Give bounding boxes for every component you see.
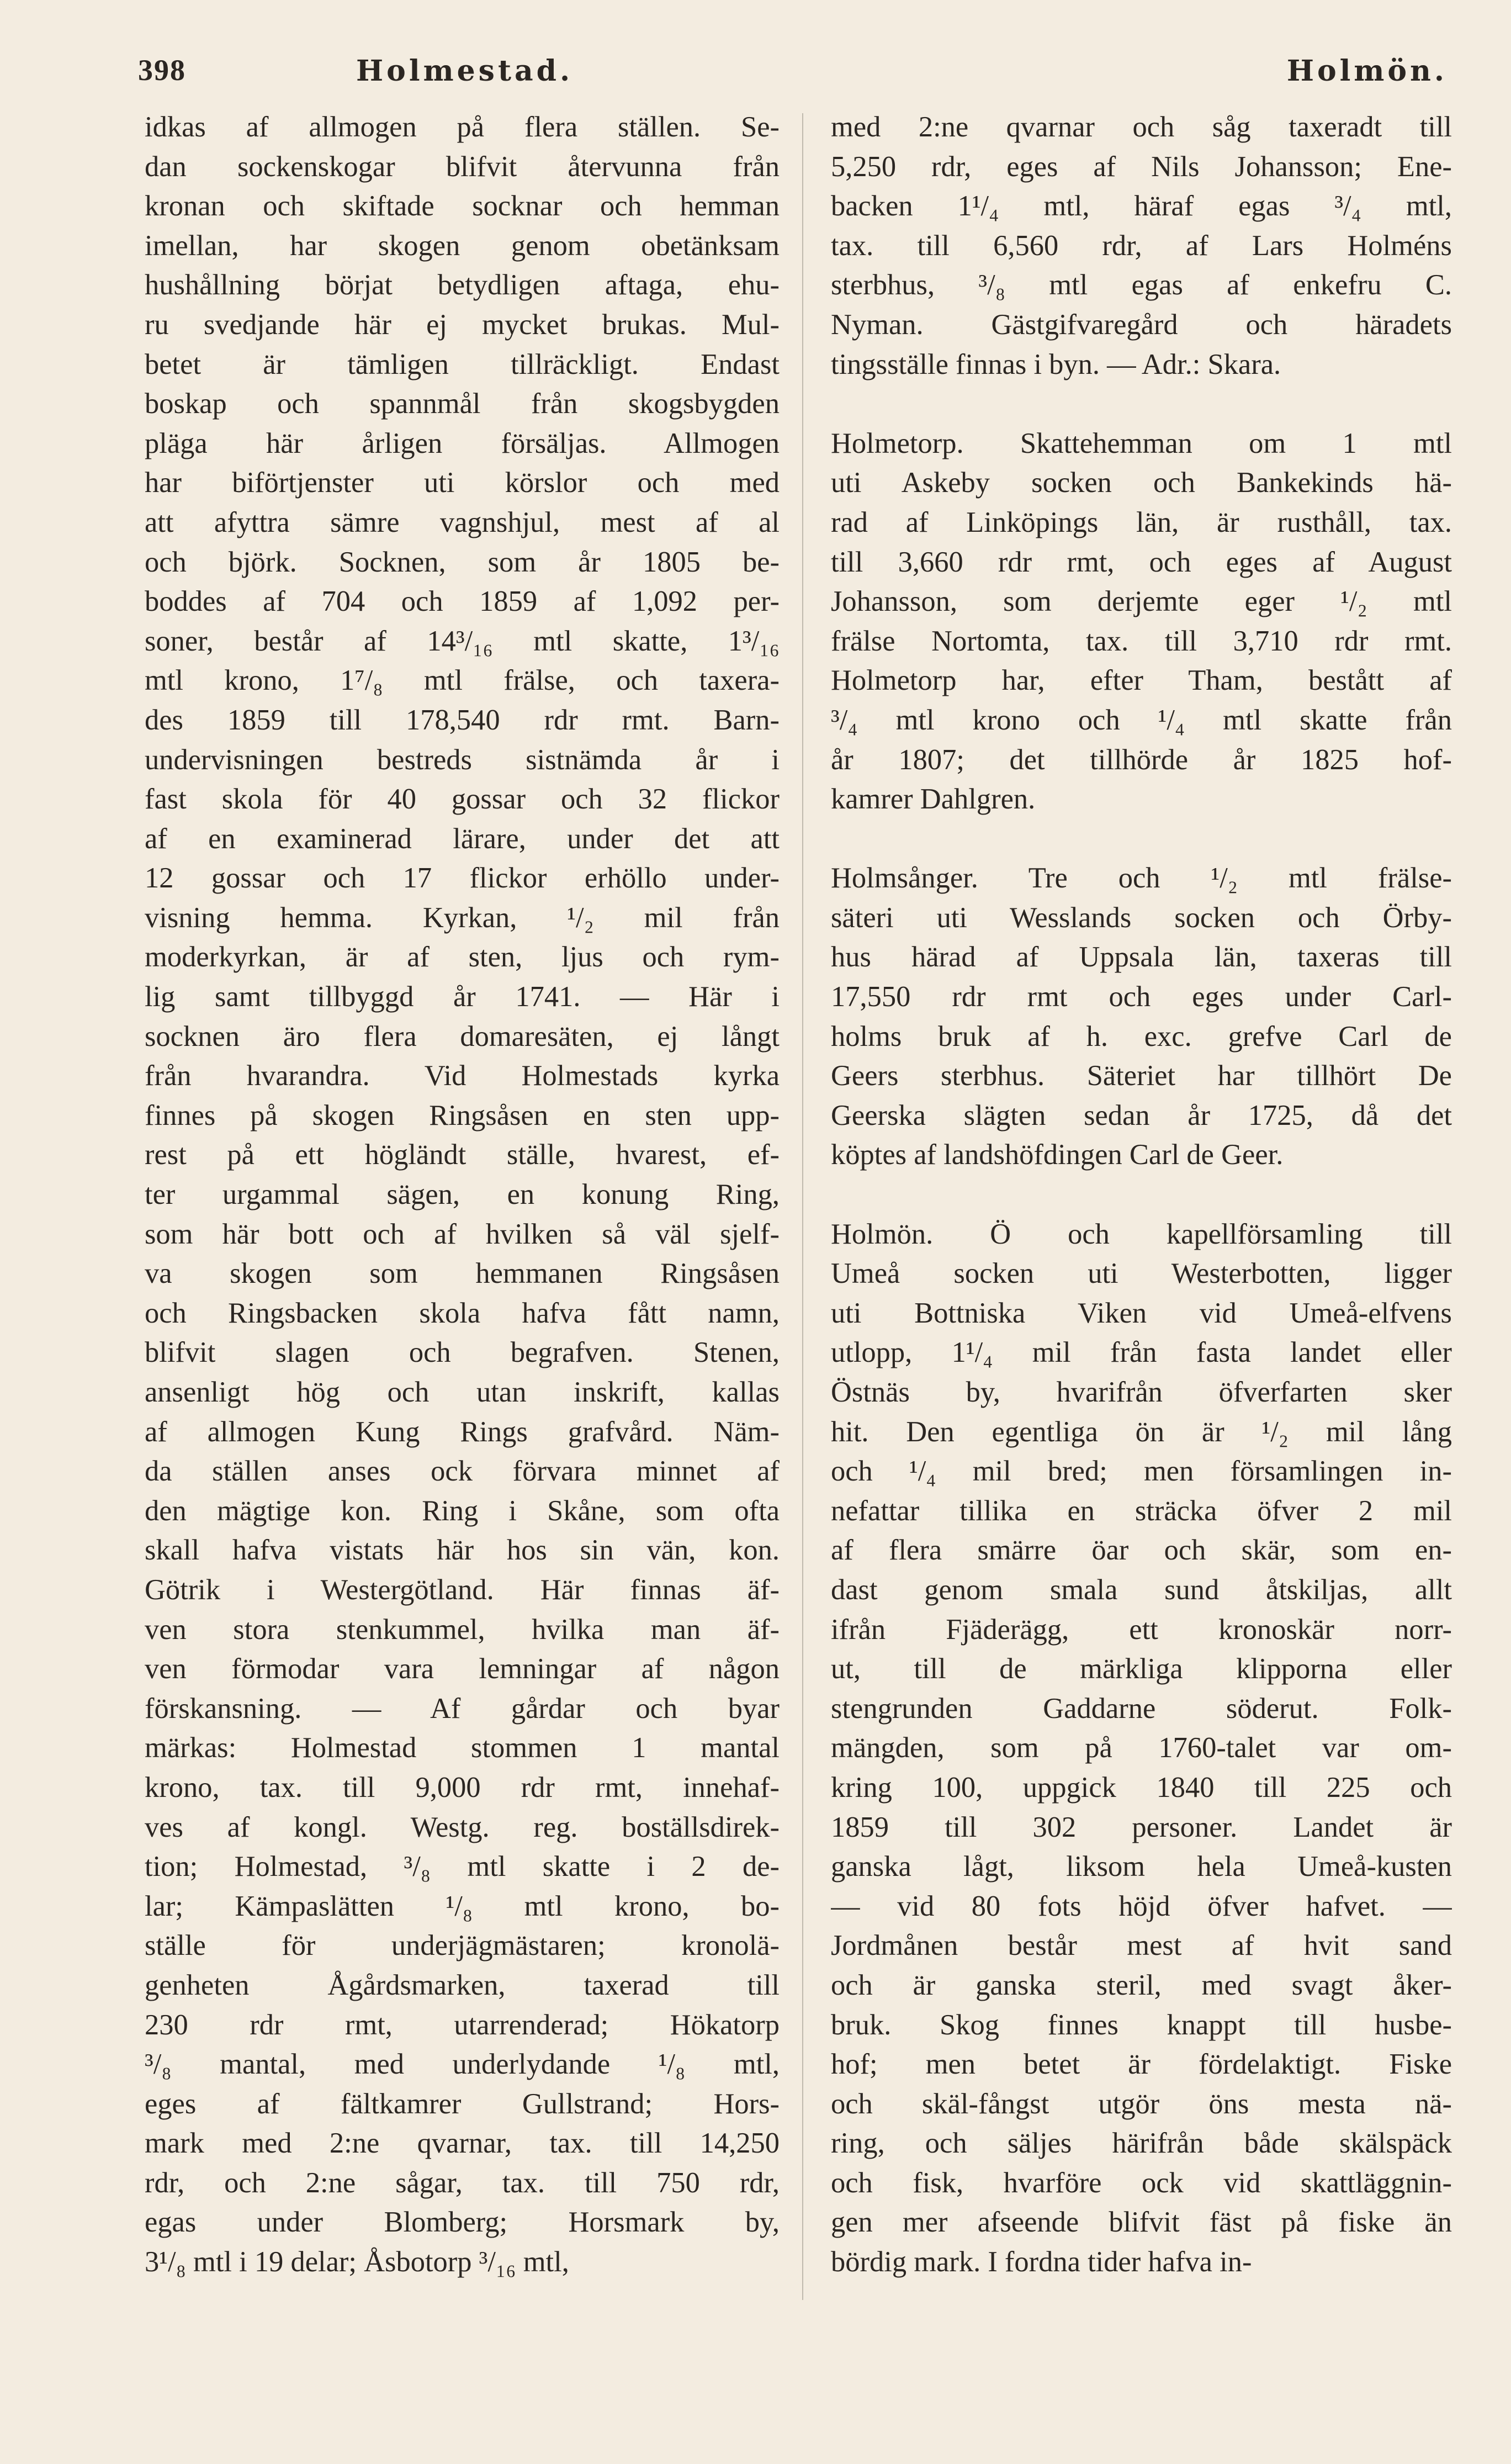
left-column-line: kronan och skiftade socknar och hemman bbox=[145, 190, 780, 223]
right-column-line: sterbhus, ³/₈ mtl egas af enkefru C. bbox=[831, 269, 1452, 302]
right-column-line: och skäl-fångst utgör öns mesta nä- bbox=[831, 2087, 1452, 2120]
right-column-line: tingsställe finnas i byn. — Adr.: Skara. bbox=[831, 348, 1281, 380]
right-column-line: kamrer Dahlgren. bbox=[831, 783, 1036, 816]
left-column-line: socknen äro flera domaresäten, ej långt bbox=[145, 1020, 780, 1053]
left-column-line: Götrik i Westergötland. Här finnas äf- bbox=[145, 1573, 780, 1606]
right-column-line: rad af Linköpings län, är rusthåll, tax. bbox=[831, 506, 1452, 538]
right-column-line: Geerska slägten sedan år 1725, då det bbox=[831, 1099, 1452, 1131]
right-column-line: holms bruk af h. exc. grefve Carl de bbox=[831, 1020, 1452, 1053]
left-column-line: ³/₈ mantal, med underlydande ¹/₈ mtl, bbox=[145, 2048, 780, 2081]
left-column-line: dan sockenskogar blifvit återvunna från bbox=[145, 150, 780, 183]
right-column-line: ifrån Fjäderägg, ett kronoskär norr- bbox=[831, 1613, 1452, 1646]
left-column-line: rdr, och 2:ne sågar, tax. till 750 rdr, bbox=[145, 2166, 780, 2199]
left-column-line: som här bott och af hvilken så väl sjelf- bbox=[145, 1218, 780, 1250]
right-column-line: bruk. Skog finnes knappt till husbe- bbox=[831, 2008, 1452, 2041]
right-column-line: ring, och säljes härifrån både skälspäck bbox=[831, 2127, 1452, 2160]
left-column-line: från hvarandra. Vid Holmestads kyrka bbox=[145, 1060, 780, 1092]
right-column-line: mängden, som på 1760-talet var om- bbox=[831, 1732, 1452, 1764]
right-column-line: och ¹/₄ mil bred; men församlingen in- bbox=[831, 1455, 1452, 1488]
right-column-line: dast genom smala sund åtskiljas, allt bbox=[831, 1573, 1452, 1606]
right-column-line: hit. Den egentliga ön är ¹/₂ mil lång bbox=[831, 1415, 1452, 1448]
left-column-line: 3¹/₈ mtl i 19 delar; Åsbotorp ³/₁₆ mtl, bbox=[145, 2246, 569, 2278]
right-column-line: 1859 till 302 personer. Landet är bbox=[831, 1811, 1452, 1843]
left-column-line: ansenligt hög och utan inskrift, kallas bbox=[145, 1376, 780, 1408]
right-column-line: tax. till 6,560 rdr, af Lars Holméns bbox=[831, 229, 1452, 262]
left-column-line: rest på ett högländt ställe, hvarest, ef- bbox=[145, 1139, 780, 1171]
paragraph-gap bbox=[831, 384, 1452, 424]
left-column-line: ven förmodar vara lemningar af någon bbox=[145, 1653, 780, 1685]
left-column-line: 230 rdr rmt, utarrenderad; Hökatorp bbox=[145, 2008, 780, 2041]
left-column-line: och björk. Socknen, som år 1805 be- bbox=[145, 546, 780, 578]
right-column-line: Holmetorp har, efter Tham, bestått af bbox=[831, 664, 1452, 697]
page-header bbox=[138, 53, 1452, 97]
left-column-line: undervisningen bestreds sistnämda år i bbox=[145, 743, 780, 776]
left-column-line: hushållning börjat betydligen aftaga, ehu- bbox=[145, 269, 780, 302]
right-column-line: Geers sterbhus. Säteriet har tillhört De bbox=[831, 1060, 1452, 1092]
left-column-line: tion; Holmestad, ³/₈ mtl skatte i 2 de- bbox=[145, 1850, 780, 1883]
left-column-line: pläga här årligen försäljas. Allmogen bbox=[145, 427, 780, 459]
right-column-line: Jordmånen består mest af hvit sand bbox=[831, 1929, 1452, 1962]
right-column-line: uti Bottniska Viken vid Umeå-elfvens bbox=[831, 1297, 1452, 1329]
right-column-line: backen 1¹/₄ mtl, häraf egas ³/₄ mtl, bbox=[831, 190, 1452, 223]
right-column-line: år 1807; det tillhörde år 1825 hof- bbox=[831, 743, 1452, 776]
left-running-head: Holmestad. bbox=[356, 54, 574, 88]
left-column-line: förskansning. — Af gårdar och byar bbox=[145, 1692, 780, 1725]
left-column-line: ställe för underjägmästaren; kronolä- bbox=[145, 1929, 780, 1962]
right-column-line: hus härad af Uppsala län, taxeras till bbox=[831, 941, 1452, 974]
paragraph-gap bbox=[831, 1175, 1452, 1215]
right-column-line: till 3,660 rdr rmt, och eges af August bbox=[831, 546, 1452, 578]
left-column-line: har biförtjenster uti körslor och med bbox=[145, 467, 780, 499]
right-column-line: med 2:ne qvarnar och såg taxeradt till bbox=[831, 111, 1452, 143]
right-column-line: Östnäs by, hvarifrån öfverfarten sker bbox=[831, 1376, 1452, 1408]
right-column-line: uti Askeby socken och Bankekinds hä- bbox=[831, 467, 1452, 499]
left-column-line: ven stora stenkummel, hvilka man äf- bbox=[145, 1613, 780, 1646]
left-column-line: krono, tax. till 9,000 rdr rmt, innehaf- bbox=[145, 1771, 780, 1804]
left-column-line: mark med 2:ne qvarnar, tax. till 14,250 bbox=[145, 2127, 780, 2160]
right-column-line: gen mer afseende blifvit fäst på fiske än bbox=[831, 2206, 1452, 2239]
left-column-line: genheten Ågårdsmarken, taxerad till bbox=[145, 1969, 780, 2001]
page-number: 398 bbox=[138, 54, 186, 87]
right-column-line: ut, till de märkliga klipporna eller bbox=[831, 1653, 1452, 1685]
left-column-line: mtl krono, 1⁷/₈ mtl frälse, och taxera- bbox=[145, 664, 780, 697]
left-column-line: lig samt tillbyggd år 1741. — Här i bbox=[145, 981, 780, 1013]
right-column-line: Holmetorp. Skattehemman om 1 mtl bbox=[831, 427, 1452, 459]
right-column-line: säteri uti Wesslands socken och Örby- bbox=[831, 901, 1452, 934]
left-column-line: af en examinerad lärare, under det att bbox=[145, 822, 780, 855]
right-column-line: ³/₄ mtl krono och ¹/₄ mtl skatte från bbox=[831, 704, 1452, 736]
left-column-line: idkas af allmogen på flera ställen. Se- bbox=[145, 111, 780, 143]
right-column-line: Nyman. Gästgifvaregård och häradets bbox=[831, 308, 1452, 341]
right-column-line: Holmsånger. Tre och ¹/₂ mtl frälse- bbox=[831, 862, 1452, 895]
left-column-line: boskap och spannmål från skogsbygden bbox=[145, 388, 780, 420]
left-column-line: betet är tämligen tillräckligt. Endast bbox=[145, 348, 780, 380]
left-column-line: va skogen som hemmanen Ringsåsen bbox=[145, 1257, 780, 1290]
right-column-line: nefattar tillika en sträcka öfver 2 mil bbox=[831, 1494, 1452, 1527]
right-column-line: stengrunden Gaddarne söderut. Folk- bbox=[831, 1692, 1452, 1725]
left-column-line: af allmogen Kung Rings grafvård. Näm- bbox=[145, 1415, 780, 1448]
left-column-line: imellan, har skogen genom obetänksam bbox=[145, 229, 780, 262]
left-column-line: skall hafva vistats här hos sin vän, kon. bbox=[145, 1534, 780, 1567]
left-column-line: 12 gossar och 17 flickor erhöllo under- bbox=[145, 862, 780, 895]
right-column-line: — vid 80 fots höjd öfver hafvet. — bbox=[831, 1890, 1452, 1922]
left-column-line: da ställen anses ock förvara minnet af bbox=[145, 1455, 780, 1488]
left-column-line: märkas: Holmestad stommen 1 mantal bbox=[145, 1732, 780, 1764]
left-column-line: soner, består af 14³/₁₆ mtl skatte, 1³/₁₆ bbox=[145, 625, 780, 657]
left-column-line: ter urgammal sägen, en konung Ring, bbox=[145, 1178, 780, 1211]
left-column-line: lar; Kämpaslätten ¹/₈ mtl krono, bo- bbox=[145, 1890, 780, 1922]
left-column-line: eges af fältkamrer Gullstrand; Hors- bbox=[145, 2087, 780, 2120]
left-column-line: fast skola för 40 gossar och 32 flickor bbox=[145, 783, 780, 816]
right-column-line: 17,550 rdr rmt och eges under Carl- bbox=[831, 981, 1452, 1013]
left-column-line: moderkyrkan, är af sten, ljus och rym- bbox=[145, 941, 780, 974]
right-column bbox=[831, 108, 1452, 2282]
left-column-line: boddes af 704 och 1859 af 1,092 per- bbox=[145, 585, 780, 618]
right-column-line: Umeå socken uti Westerbotten, ligger bbox=[831, 1257, 1452, 1290]
column-divider bbox=[802, 113, 803, 2300]
left-column-line: egas under Blomberg; Horsmark by, bbox=[145, 2206, 780, 2239]
right-column-line: och är ganska steril, med svagt åker- bbox=[831, 1969, 1452, 2001]
right-column-line: ganska lågt, liksom hela Umeå-kusten bbox=[831, 1850, 1452, 1883]
paragraph-gap bbox=[831, 819, 1452, 859]
right-column-line: hof; men betet är fördelaktigt. Fiske bbox=[831, 2048, 1452, 2081]
left-column-line: ru svedjande här ej mycket brukas. Mul- bbox=[145, 308, 780, 341]
left-column-line: finnes på skogen Ringsåsen en sten upp- bbox=[145, 1099, 780, 1131]
left-column-line: visning hemma. Kyrkan, ¹/₂ mil från bbox=[145, 901, 780, 934]
left-column-line: ves af kongl. Westg. reg. boställsdirek- bbox=[145, 1811, 780, 1843]
right-column-line: Johansson, som derjemte eger ¹/₂ mtl bbox=[831, 585, 1452, 618]
left-column-line: att afyttra sämre vagnshjul, mest af al bbox=[145, 506, 780, 538]
right-column-line: bördig mark. I fordna tider hafva in- bbox=[831, 2246, 1252, 2278]
right-column-line: köptes af landshöfdingen Carl de Geer. bbox=[831, 1139, 1284, 1171]
left-column-line: och Ringsbacken skola hafva fått namn, bbox=[145, 1297, 780, 1329]
right-column-line: af flera smärre öar och skär, som en- bbox=[831, 1534, 1452, 1567]
left-column-line: den mägtige kon. Ring i Skåne, som ofta bbox=[145, 1494, 780, 1527]
right-column-line: frälse Nortomta, tax. till 3,710 rdr rmt. bbox=[831, 625, 1452, 657]
right-column-line: kring 100, uppgick 1840 till 225 och bbox=[831, 1771, 1452, 1804]
left-column-line: blifvit slagen och begrafven. Stenen, bbox=[145, 1336, 780, 1369]
left-column bbox=[145, 108, 780, 2282]
right-column-line: och fisk, hvarföre ock vid skattläggnin- bbox=[831, 2166, 1452, 2199]
left-column-line: des 1859 till 178,540 rdr rmt. Barn- bbox=[145, 704, 780, 736]
right-column-line: Holmön. Ö och kapellförsamling till bbox=[831, 1218, 1452, 1250]
right-column-line: utlopp, 1¹/₄ mil från fasta landet eller bbox=[831, 1336, 1452, 1369]
right-running-head: Holmön. bbox=[1286, 54, 1448, 88]
right-column-line: 5,250 rdr, eges af Nils Johansson; Ene- bbox=[831, 150, 1452, 183]
